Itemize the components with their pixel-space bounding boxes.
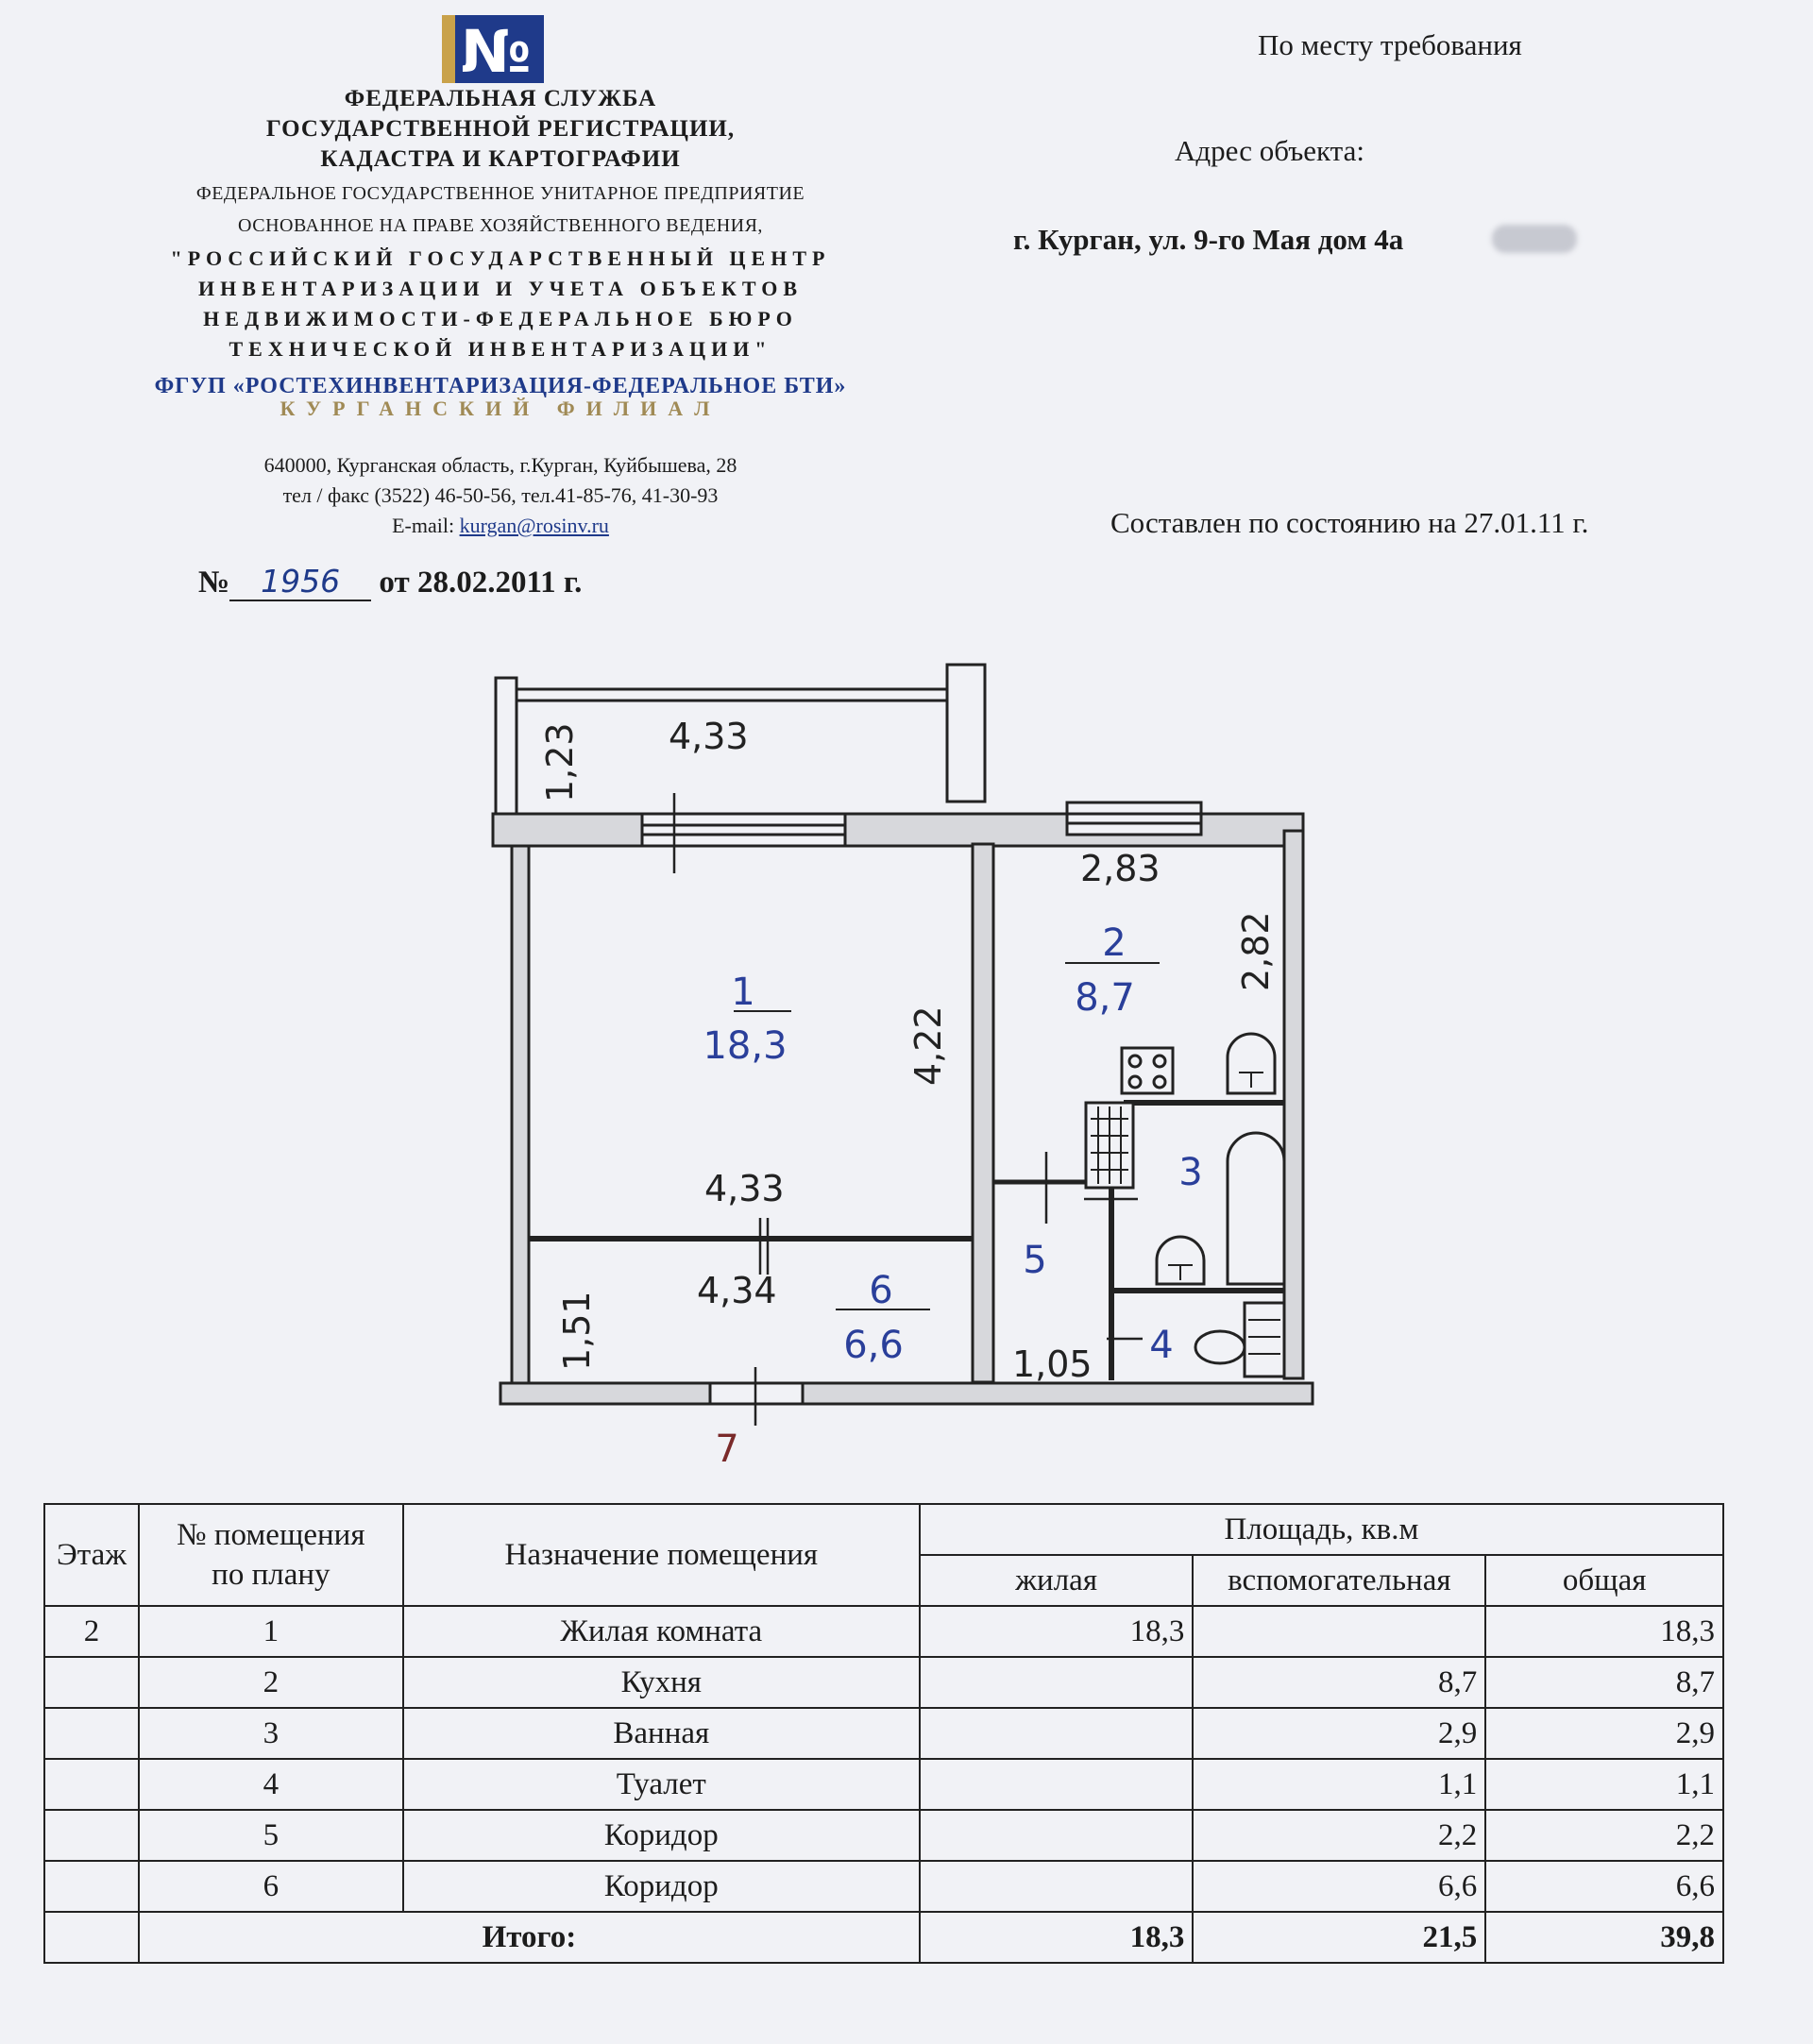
dim-room1-width: 4,33 bbox=[704, 1168, 785, 1209]
table-row: 4 Туалет 1,1 1,1 bbox=[44, 1759, 1723, 1810]
org-phones: тел / факс (3522) 46-50-56, тел.41-85-76, 41-30-93 bbox=[282, 483, 719, 507]
table-row: 5 Коридор 2,2 2,2 bbox=[44, 1810, 1723, 1861]
svg-text:№: № bbox=[461, 17, 532, 83]
toilet-radiator-icon bbox=[1245, 1303, 1284, 1377]
header-purpose: Назначение помещения bbox=[403, 1504, 920, 1606]
totals-aux: 21,5 bbox=[1193, 1912, 1485, 1963]
dim-balcony-width: 4,33 bbox=[669, 716, 749, 757]
org-line-9: ТЕХНИЧЕСКОЙ ИНВЕНТАРИЗАЦИИ" bbox=[229, 337, 772, 361]
totals-row bbox=[44, 1912, 1723, 1963]
room-3-number: 3 bbox=[1178, 1151, 1203, 1194]
totals-living: 18,3 bbox=[920, 1912, 1194, 1963]
table-row: 2 Кухня 8,7 8,7 bbox=[44, 1657, 1723, 1708]
toilet-icon bbox=[1195, 1331, 1245, 1363]
wall-right bbox=[1284, 831, 1303, 1378]
org-line-5: ОСНОВАННОЕ НА ПРАВЕ ХОЗЯЙСТВЕННОГО ВЕДЕНИЯ, bbox=[238, 215, 763, 236]
wall-left bbox=[512, 846, 529, 1389]
dim-corridor-width: 4,34 bbox=[697, 1270, 777, 1311]
totals-total: 39,8 bbox=[1485, 1912, 1723, 1963]
room-1-number: 1 bbox=[731, 971, 755, 1014]
address-label: Адрес объекта: bbox=[1175, 134, 1364, 167]
room-7-number: 7 bbox=[715, 1427, 739, 1471]
dim-corridor5-width: 1,05 bbox=[1012, 1343, 1093, 1385]
wall-room1-kitchen bbox=[973, 844, 993, 1382]
header-area-group: Площадь, кв.м bbox=[920, 1504, 1723, 1555]
header-auxiliary: вспомогательная bbox=[1193, 1555, 1485, 1606]
room-4-number: 4 bbox=[1149, 1324, 1174, 1367]
dim-kitchen-depth: 2,82 bbox=[1235, 911, 1277, 991]
email-label: E-mail: bbox=[392, 514, 455, 537]
room-2-number: 2 bbox=[1102, 921, 1127, 965]
header-total: общая bbox=[1485, 1555, 1723, 1606]
org-line-7: ИНВЕНТАРИЗАЦИИ И УЧЕТА ОБЪЕКТОВ bbox=[197, 277, 804, 300]
org-line-3: КАДАСТРА И КАРТОГРАФИИ bbox=[320, 146, 681, 172]
org-line-8: НЕДВИЖИМОСТИ-ФЕДЕРАЛЬНОЕ БЮРО bbox=[203, 307, 798, 330]
org-short-name: ФГУП «РОСТЕХИНВЕНТАРИЗАЦИЯ-ФЕДЕРАЛЬНОЕ БТИ» bbox=[154, 374, 847, 398]
window-kitchen bbox=[1067, 802, 1201, 835]
header-living: жилая bbox=[920, 1555, 1194, 1606]
balcony-left-post bbox=[496, 678, 517, 815]
destination: По месту требования bbox=[1258, 28, 1522, 61]
dim-corridor-depth: 1,51 bbox=[556, 1291, 598, 1371]
stove-icon bbox=[1122, 1048, 1173, 1093]
doc-no-label: № bbox=[198, 566, 230, 600]
doc-number: 1956 bbox=[229, 563, 371, 601]
room-5-number: 5 bbox=[1023, 1239, 1047, 1282]
room-6-number: 6 bbox=[869, 1269, 893, 1312]
dim-balcony-depth: 1,23 bbox=[539, 722, 581, 802]
table-row: 6 Коридор 6,6 6,6 bbox=[44, 1861, 1723, 1912]
org-line-1: ФЕДЕРАЛЬНАЯ СЛУЖБА bbox=[344, 86, 657, 111]
bathtub-icon bbox=[1228, 1133, 1284, 1284]
header-room-no: № помещения по плану bbox=[139, 1504, 403, 1606]
totals-label: Итого: bbox=[139, 1912, 920, 1963]
room-6-area: 6,6 bbox=[843, 1324, 904, 1367]
wall-bottom bbox=[500, 1383, 1313, 1404]
branch-name: КУРГАНСКИЙ ФИЛИАЛ bbox=[280, 397, 721, 420]
balcony-right-post bbox=[947, 665, 985, 802]
org-address: 640000, Курганская область, г.Курган, Куйбышева, 28 bbox=[263, 453, 737, 477]
object-address: г. Курган, ул. 9-го Мая дом 4а bbox=[1013, 223, 1404, 256]
org-line-2: ГОСУДАРСТВЕННОЙ РЕГИСТРАЦИИ, bbox=[265, 116, 736, 142]
room-1-area: 18,3 bbox=[703, 1024, 788, 1068]
area-table bbox=[43, 1503, 1724, 1964]
org-line-6: "РОССИЙСКИЙ ГОСУДАРСТВЕННЫЙ ЦЕНТР bbox=[170, 246, 831, 270]
org-line-4: ФЕДЕРАЛЬНОЕ ГОСУДАРСТВЕННОЕ УНИТАРНОЕ ПРЕДПРИЯТИЕ bbox=[195, 183, 805, 204]
window-room1 bbox=[642, 814, 845, 846]
doc-date: от 28.02.2011 г. bbox=[379, 566, 583, 600]
dim-kitchen-width: 2,83 bbox=[1080, 848, 1161, 889]
room-2-area: 8,7 bbox=[1075, 976, 1135, 1020]
dim-room1-depth: 4,22 bbox=[907, 1005, 949, 1086]
email-link[interactable]: kurgan@rosinv.ru bbox=[459, 514, 609, 537]
state-date: Составлен по состоянию на 27.01.11 г. bbox=[1110, 506, 1589, 539]
table-row: 2 1 Жилая комната 18,3 18,3 bbox=[44, 1606, 1723, 1657]
header-floor: Этаж bbox=[44, 1504, 139, 1606]
table-row: 3 Ванная 2,9 2,9 bbox=[44, 1708, 1723, 1759]
